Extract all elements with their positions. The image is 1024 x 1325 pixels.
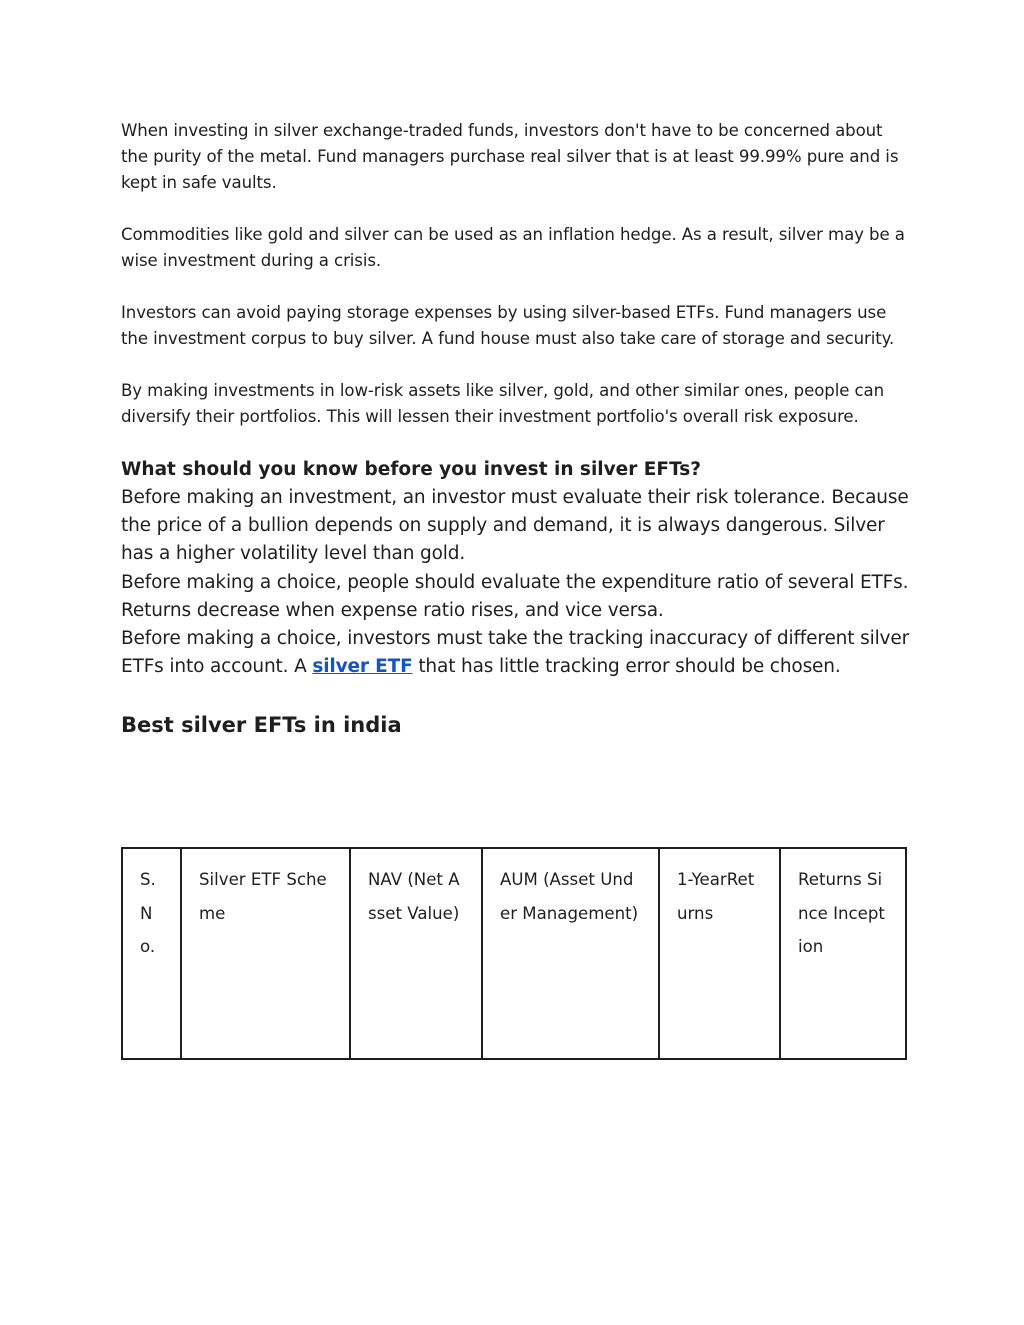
tracking-error-text <box>121 625 911 681</box>
paragraph-inflation-hedge: Commodities like gold and silver can be used as an inflation hedge. As a result, silver may be a wise investment during a crisis. <box>121 225 905 270</box>
tracking-error-text-start: Before making a choice, investors must take the tracking inaccuracy of different silver ETFs into account. A <box>121 628 910 678</box>
document-page <box>121 118 911 741</box>
table-header-row <box>122 848 906 1059</box>
know-before-invest-heading: What should you know before you invest in silver EFTs? <box>121 459 701 480</box>
silver-etf-link[interactable]: silver ETF <box>312 656 413 678</box>
expense-ratio-text: Before making a choice, people should evaluate the expenditure ratio of several ETFs. Returns decrease when expense ratio rises, and vice versa. <box>121 571 909 621</box>
paragraph-diversify: By making investments in low-risk assets like silver, gold, and other similar ones, people can diversify their portfolios. This will lessen their investment portfolio's overall risk exposure. <box>121 381 885 426</box>
header-nav: NAV (Net Asset Value) <box>350 848 482 1059</box>
header-one-year-returns: 1-YearReturns <box>659 848 780 1059</box>
header-serial-number: S.No. <box>122 848 181 1059</box>
tracking-error-text-end: that has little tracking error should be chosen. <box>412 656 841 678</box>
risk-tolerance-text: Before making an investment, an investor must evaluate their risk tolerance. Because the price of a bullion depends on supply and demand, it is always dangerous. Silver has a higher volatility level than gold. <box>121 487 909 565</box>
best-silver-efts-title: Best silver EFTs in india <box>121 713 402 738</box>
paragraph-storage: Investors can avoid paying storage expenses by using silver-based ETFs. Fund managers use the investment corpus to buy silver. A fund house must also take care of storage and security. <box>121 303 895 348</box>
paragraph-purity: When investing in silver exchange-traded funds, investors don't have to be concerned about the purity of the metal. Fund managers purchase real silver that is at least 99.99% pure and is kept in safe vaults. <box>121 121 899 192</box>
header-returns-since-inception: Returns Since Inception <box>780 848 906 1059</box>
silver-etf-table <box>121 847 907 1060</box>
header-silver-etf-scheme: Silver ETF Scheme <box>181 848 350 1059</box>
header-aum: AUM (Asset Under Management) <box>482 848 659 1059</box>
